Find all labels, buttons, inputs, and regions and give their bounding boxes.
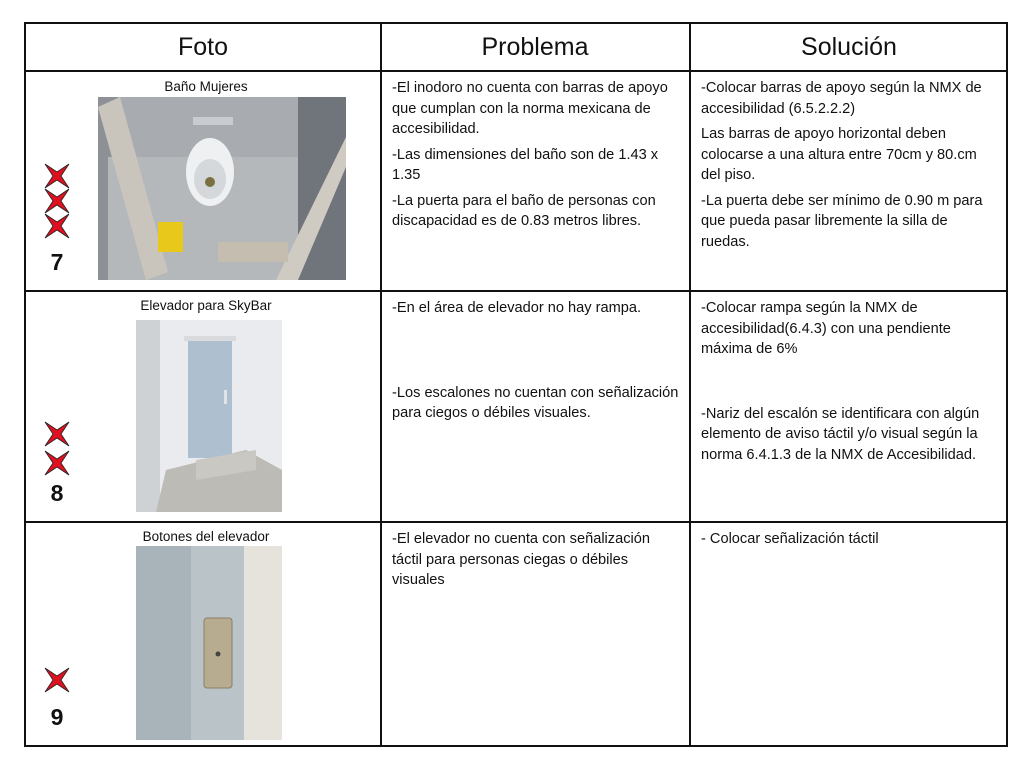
- problem-text: -Las dimensiones del baño son de 1.43 x 1.35: [392, 146, 659, 183]
- item-number: 9: [50, 704, 64, 730]
- red-x-icon: [43, 187, 71, 215]
- item-number: 8: [50, 480, 64, 506]
- problem-cell: [382, 292, 689, 429]
- problem-text: -La puerta para el baño de personas con discapacidad es de 0.83 metros libres.: [392, 192, 656, 229]
- problem-cell: [382, 72, 689, 237]
- header-foto: Foto: [177, 33, 229, 61]
- problem-text: -En el área de elevador no hay rampa.: [392, 300, 642, 316]
- solution-text: -Nariz del escalón se identificara con algún elemento de aviso táctil y/o visual según la norma 6.4.1.3 de la NMX de Accesibilidad.: [701, 405, 980, 463]
- red-x-icon: [43, 420, 71, 448]
- solution-cell: [691, 72, 1003, 257]
- photo-caption: Elevador para SkyBar: [140, 298, 272, 313]
- problem-text: -El inodoro no cuenta con barras de apoyo que cumplan con la norma mexicana de accesibilidad.: [392, 80, 668, 137]
- solution-cell: [691, 292, 1003, 470]
- solution-cell: [691, 523, 1003, 555]
- photo-elevator-buttons: [136, 546, 282, 740]
- item-number: 7: [50, 249, 64, 275]
- red-x-icon: [43, 162, 71, 190]
- red-x-icon: [43, 212, 71, 240]
- solution-text: -Colocar rampa según la NMX de accesibilidad(6.4.3) con una pendiente máxima de 6%: [701, 300, 951, 357]
- accessibility-table: [24, 22, 1008, 747]
- red-x-icon: [43, 449, 71, 477]
- problem-text: -El elevador no cuenta con señalización táctil para personas ciegas o débiles visuales: [392, 531, 650, 588]
- solution-text: -La puerta debe ser mínimo de 0.90 m para que pueda pasar libremente la silla de ruedas.: [701, 192, 983, 250]
- red-x-icon: [43, 666, 71, 694]
- solution-text: Las barras de apoyo horizontal deben colocarse a una altura entre 70cm y 80.cm del piso.: [701, 126, 977, 183]
- header-problema: Problema: [481, 33, 589, 61]
- problem-text: -Los escalones no cuentan con señalización para ciegos o débiles visuales.: [392, 384, 679, 421]
- photo-bathroom: [98, 97, 346, 280]
- solution-text: -Colocar barras de apoyo según la NMX de accesibilidad (6.5.2.2.2): [701, 80, 982, 117]
- header-solucion: Solución: [801, 33, 897, 61]
- photo-caption: Baño Mujeres: [164, 79, 248, 94]
- photo-caption: Botones del elevador: [142, 529, 270, 544]
- problem-cell: [382, 523, 689, 596]
- photo-elevator: [136, 320, 282, 512]
- solution-text: - Colocar señalización táctil: [701, 531, 879, 547]
